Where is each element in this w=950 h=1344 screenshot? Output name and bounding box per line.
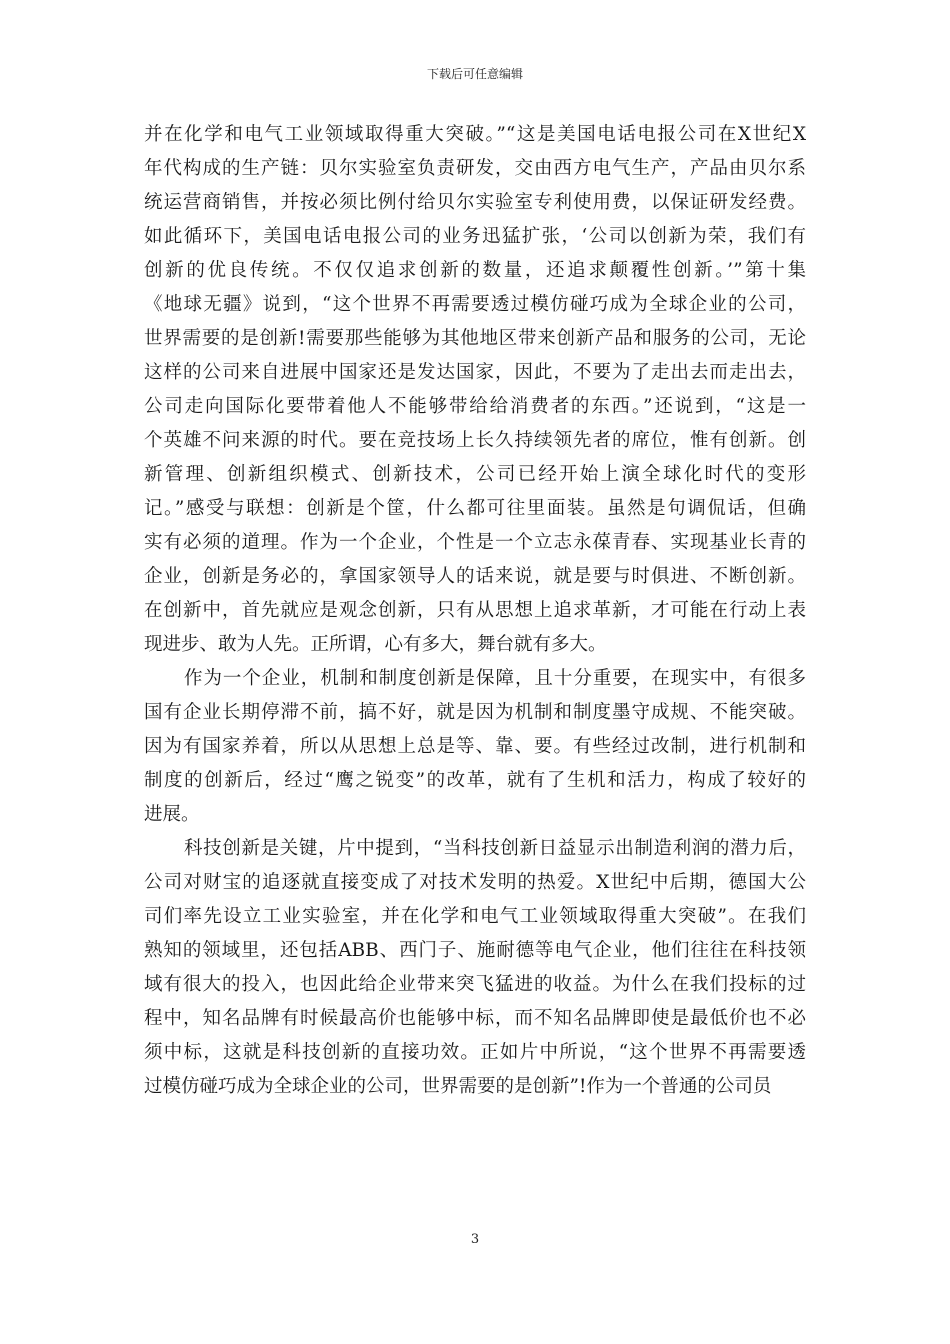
- text-line: 如此循环下，美国电话电报公司的业务迅猛扩张，‘公司以创新为荣，我们有: [144, 226, 806, 247]
- text-line: 国有企业长期停滞不前，搞不好，就是因为机制和制度墨守成规、不能突破。: [144, 702, 806, 723]
- text-line: 公司对财宝的追逐就直接变成了对技术发明的热爱。X世纪中后期，德国大公: [144, 872, 806, 893]
- text-line: 创新的优良传统。不仅仅追求创新的数量，还追求颠覆性创新。’”第十集: [144, 260, 806, 281]
- text-line: 过模仿碰巧成为全球企业的公司，世界需要的是创新”!作为一个普通的公司员: [144, 1076, 772, 1097]
- page-number: 3: [470, 1232, 480, 1247]
- text-line: 因为有国家养着，所以从思想上总是等、靠、要。有些经过改制，进行机制和: [144, 736, 806, 757]
- text-line: 企业，创新是务必的，拿国家领导人的话来说，就是要与时俱进、不断创新。: [144, 566, 806, 587]
- text-line: 科技创新是关键，片中提到，“当科技创新日益显示出制造利润的潜力后，: [184, 838, 806, 859]
- text-line: 并在化学和电气工业领域取得重大突破。”“这是美国电话电报公司在X世纪X: [144, 124, 806, 145]
- paragraph: [144, 118, 806, 662]
- text-line: 新管理、创新组织模式、创新技术，公司已经开始上演全球化时代的变形: [144, 464, 806, 485]
- paragraph: [144, 662, 806, 832]
- text-line: 《地球无疆》说到，“这个世界不再需要透过模仿碰巧成为全球企业的公司，: [144, 294, 806, 315]
- text-line: 记。”感受与联想：创新是个筐，什么都可往里面装。虽然是句调侃话，但确: [144, 498, 806, 519]
- text-line: 域有很大的投入，也因此给企业带来突飞猛进的收益。为什么在我们投标的过: [144, 974, 806, 995]
- text-line: 个英雄不问来源的时代。要在竞技场上长久持续领先者的席位，惟有创新。创: [144, 430, 806, 451]
- text-line: 公司走向国际化要带着他人不能够带给给消费者的东西。”还说到，“这是一: [144, 396, 806, 417]
- text-line: 制度的创新后，经过“鹰之锐变”的改革，就有了生机和活力，构成了较好的: [144, 770, 806, 791]
- page-header: 下载后可任意编辑: [426, 67, 523, 81]
- text-line: 进展。: [144, 804, 200, 825]
- text-line: 年代构成的生产链：贝尔实验室负责研发，交由西方电气生产，产品由贝尔系: [144, 158, 806, 179]
- body-text: [144, 118, 806, 1104]
- text-line: 世界需要的是创新!需要那些能够为其他地区带来创新产品和服务的公司，无论: [144, 328, 806, 349]
- text-line: 这样的公司来自进展中国家还是发达国家，因此，不要为了走出去而走出去，: [144, 362, 806, 383]
- paragraph: [144, 832, 806, 1104]
- text-line: 作为一个企业，机制和制度创新是保障，且十分重要，在现实中，有很多: [184, 668, 806, 689]
- text-line: 实有必须的道理。作为一个企业，个性是一个立志永葆青春、实现基业长青的: [144, 532, 806, 553]
- text-line: 司们率先设立工业实验室，并在化学和电气工业领域取得重大突破”。在我们: [144, 906, 806, 927]
- text-line: 须中标，这就是科技创新的直接功效。正如片中所说，“这个世界不再需要透: [144, 1042, 806, 1063]
- text-line: 现进步、敢为人先。正所谓，心有多大，舞台就有多大。: [144, 634, 607, 655]
- text-line: 统运营商销售，并按必须比例付给贝尔实验室专利使用费，以保证研发经费。: [144, 192, 806, 213]
- text-line: 熟知的领域里，还包括ABB、西门子、施耐德等电气企业，他们往往在科技领: [144, 940, 806, 961]
- text-line: 在创新中，首先就应是观念创新，只有从思想上追求革新，才可能在行动上表: [144, 600, 806, 621]
- text-line: 程中，知名品牌有时候最高价也能够中标，而不知名品牌即使是最低价也不必: [144, 1008, 806, 1029]
